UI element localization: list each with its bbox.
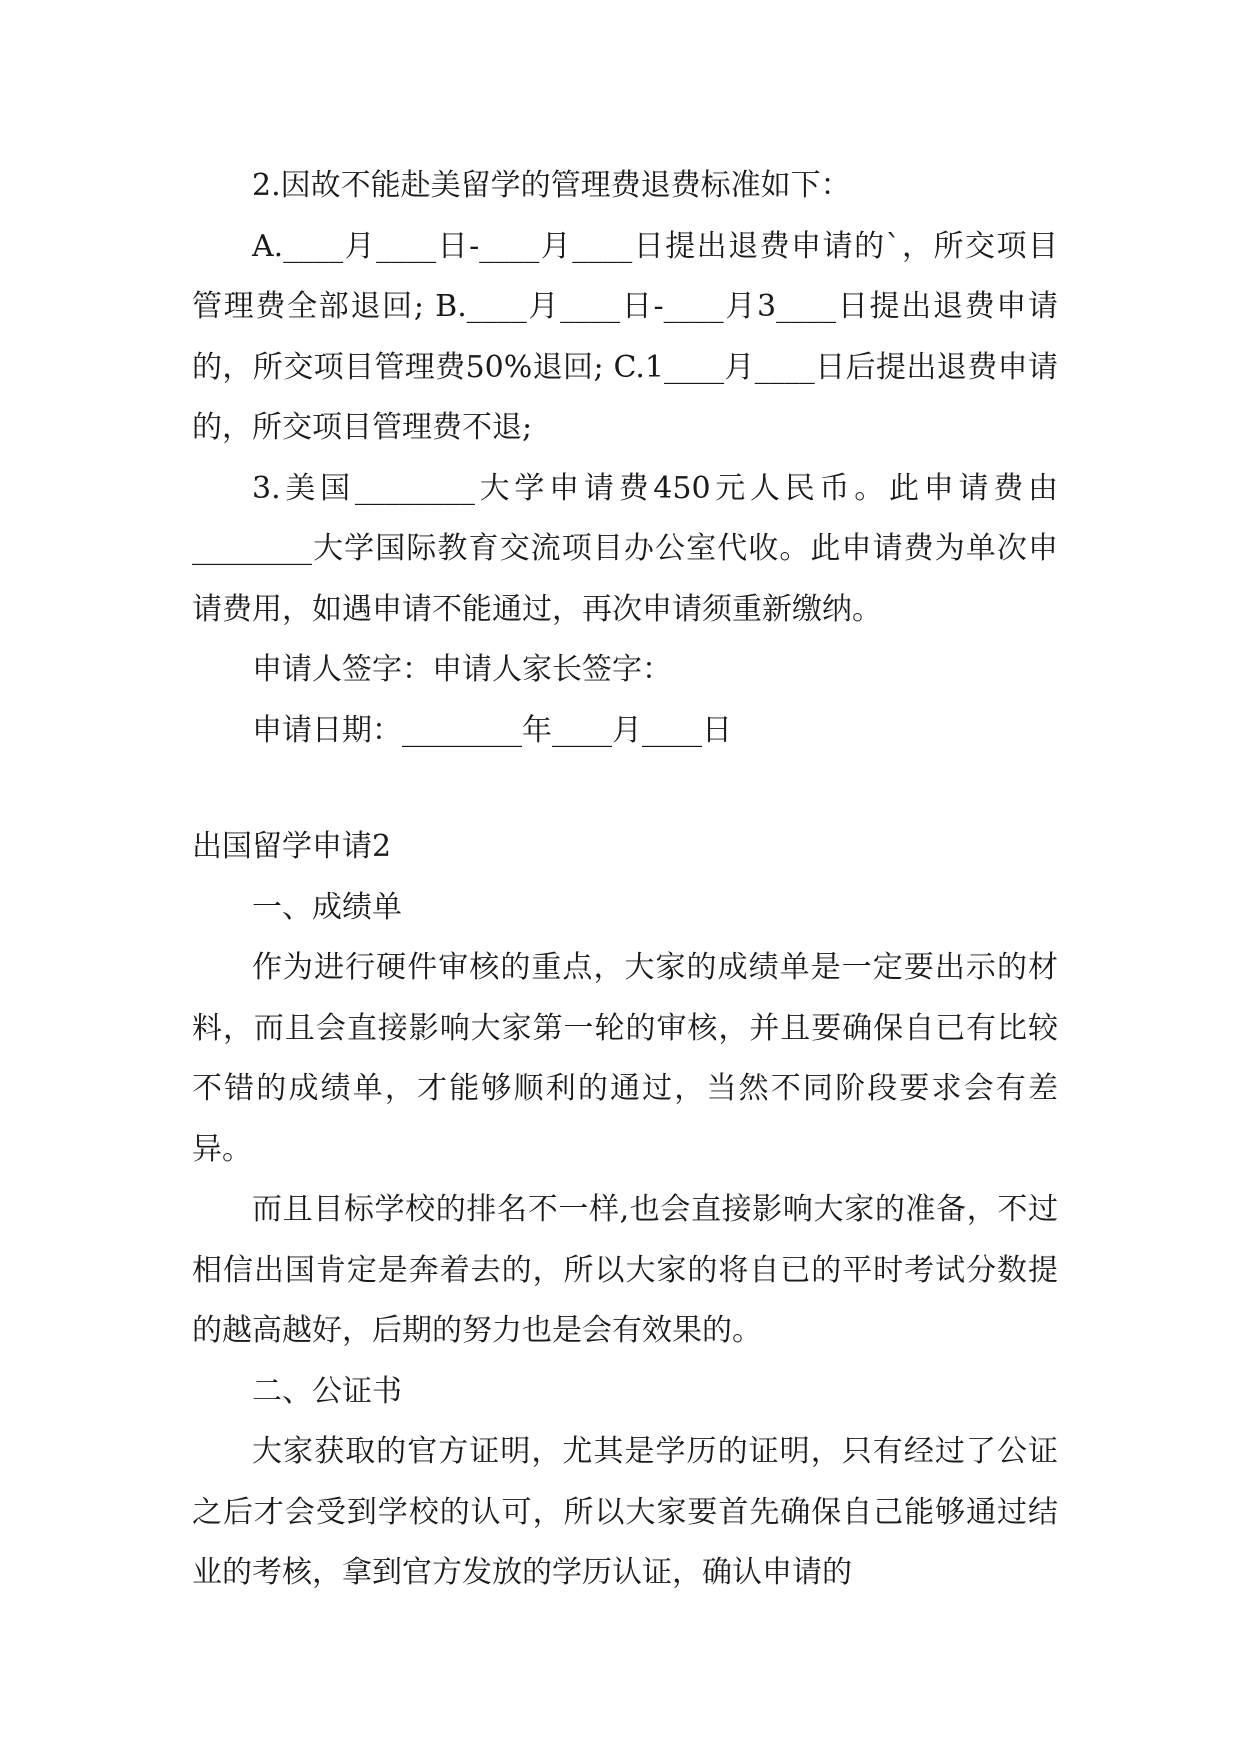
subheading-transcript: 一、成绩单 (252, 889, 402, 925)
section-title: 出国留学申请2 (192, 829, 392, 864)
application-fee-paragraph: 3.美国________大学申请费450元人民币。此申请费由________大学国际教育交流项目办公室代收。此申请费为单次申请费用，如遇申请不能通过，再次申请须重新缴纳。 (192, 470, 1058, 627)
subheading-notarization: 二、公证书 (252, 1373, 402, 1409)
notarization-paragraph: 大家获取的官方证明，尤其是学历的证明，只有经过了公证之后才会受到学校的认可，所以大家要首先确保自己能够通过结业的考核，拿到官方发放的学历认证，确认申请的 (192, 1434, 1058, 1590)
refund-standard-details: A.____月____日-____月____日提出退费申请的`，所交项目管理费全部退回; B.____月____日-____月3____日提出退费申请的，所交项目管理费50%退回; C.1____月____日后提出退费申请的，所交项目管理费不退; (192, 228, 1058, 445)
signature-line: 申请人签字：申请人家长签字： (252, 652, 672, 687)
document-page (192, 156, 1058, 1604)
transcript-paragraph-1: 作为进行硬件审核的重点，大家的成绩单是一定要出示的材料，而且会直接影响大家第一轮的审核，并且要确保自已有比较不错的成绩单，才能够顺利的通过，当然不同阶段要求会有差异。 (192, 950, 1058, 1167)
application-date-line: 申请日期：________年____月____日 (252, 712, 732, 748)
section-spacer (192, 761, 1058, 817)
transcript-paragraph-2: 而且目标学校的排名不一样,也会直接影响大家的准备，不过相信出国肯定是奔着去的，所以大家的将自已的平时考试分数提的越高越好，后期的努力也是会有效果的。 (192, 1192, 1058, 1348)
refund-standard-heading: 2.因故不能赴美留学的管理费退费标准如下： (252, 168, 851, 203)
